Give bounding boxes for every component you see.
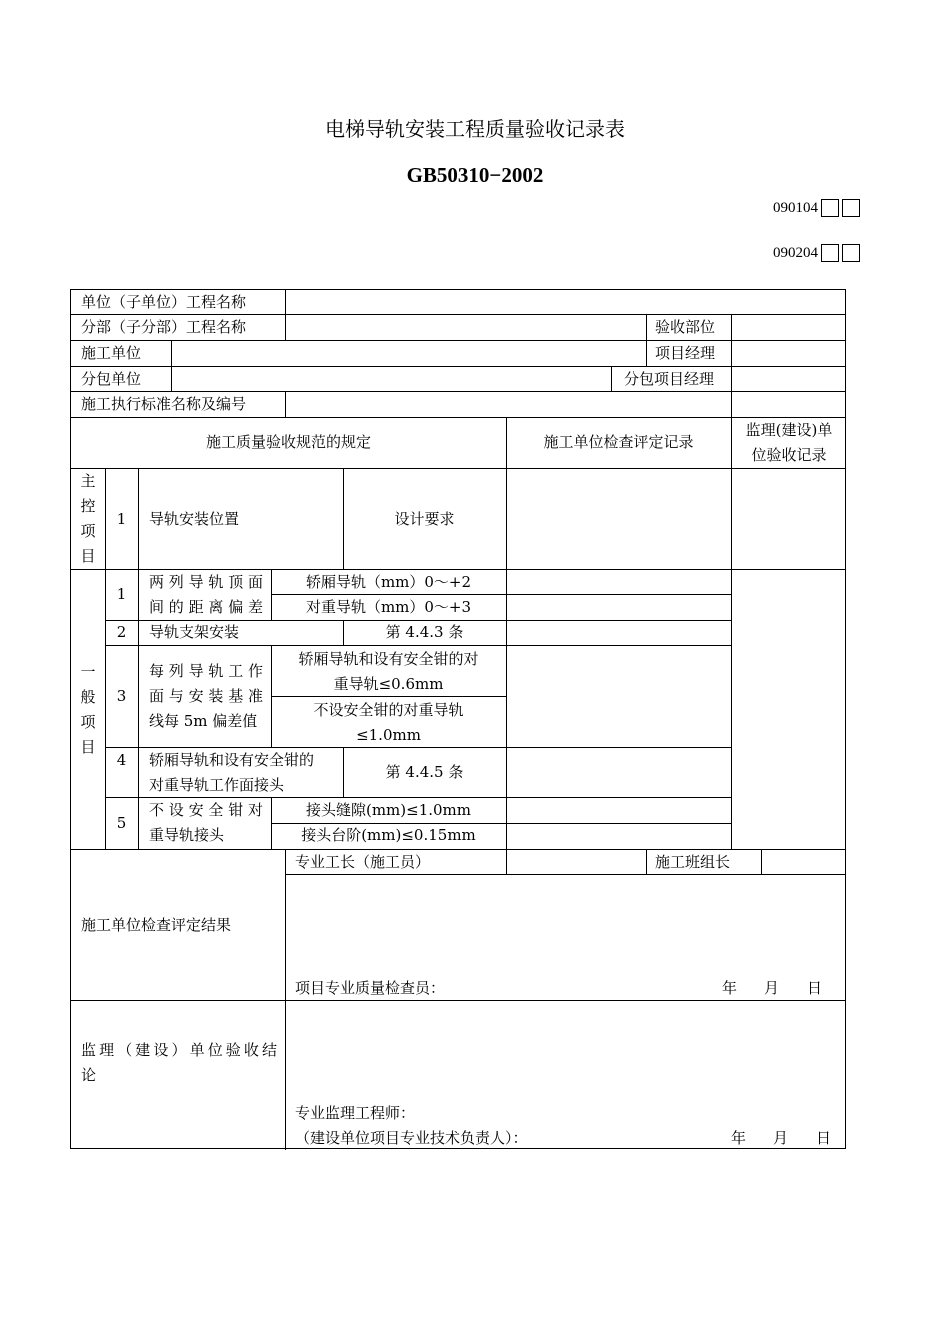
checkbox[interactable] xyxy=(821,199,839,217)
team-leader-label: 施工班组长 xyxy=(655,853,731,871)
main-control-label-char: 控 xyxy=(80,497,96,515)
foreman-label: 专业工长（施工员） xyxy=(295,853,431,871)
acceptance-part-label: 验收部位 xyxy=(655,318,716,336)
date-day: 日 xyxy=(816,1129,832,1147)
main-control-label-char: 目 xyxy=(80,547,96,565)
acceptance-record-table xyxy=(70,289,846,1149)
supervision-conclusion-label: 监理（建设）单位验收结 xyxy=(81,1041,277,1059)
item-name: 间的距离偏差 xyxy=(149,598,263,616)
general-label-char: 目 xyxy=(80,738,96,756)
item-requirement: 接头缝隙(mm)≤1.0mm xyxy=(305,801,472,819)
general-label-char: 一 xyxy=(80,663,96,681)
owner-representative-label: （建设单位项目专业技术负责人）： xyxy=(295,1129,528,1147)
standard-number: GB50310−2002 xyxy=(406,163,544,187)
checkbox[interactable] xyxy=(842,199,860,217)
form-code-text: 090204 xyxy=(773,245,818,261)
construction-result-label: 施工单位检查评定结果 xyxy=(81,916,232,934)
item-name: 导轨支架安装 xyxy=(149,623,240,641)
form-code-1 xyxy=(773,199,860,217)
item-name: 导轨安装位置 xyxy=(149,510,240,528)
supervisor-record-header-line1: 监理(建设)单 xyxy=(745,421,833,439)
form-code-text: 090104 xyxy=(773,200,818,216)
item-number: 1 xyxy=(116,585,127,603)
general-label-char: 项 xyxy=(80,713,96,731)
date-year: 年 xyxy=(722,979,738,997)
item-name: 轿厢导轨和设有安全钳的 xyxy=(149,751,315,769)
item-number: 5 xyxy=(116,814,127,832)
main-control-label-char: 主 xyxy=(80,472,96,490)
item-requirement: 第 4.4.3 条 xyxy=(385,623,464,641)
division-project-name-label: 分部（子分部）工程名称 xyxy=(81,318,247,336)
item-name: 不设安全钳对 xyxy=(149,801,263,819)
supervision-conclusion-label: 论 xyxy=(81,1066,97,1084)
item-requirement: 不设安全钳的对重导轨 xyxy=(313,701,464,719)
item-number: 1 xyxy=(116,510,127,528)
date-month: 月 xyxy=(773,1129,789,1147)
subcontract-manager-label: 分包项目经理 xyxy=(624,370,715,388)
checkbox[interactable] xyxy=(821,244,839,262)
form-code-2 xyxy=(773,244,860,262)
item-requirement: 轿厢导轨（mm）0～+2 xyxy=(305,573,472,591)
item-requirement: 轿厢导轨和设有安全钳的对 xyxy=(298,650,479,668)
spec-column-header: 施工质量验收规范的规定 xyxy=(205,433,371,451)
inspector-label: 项目专业质量检查员： xyxy=(295,979,446,997)
check-record-column-header: 施工单位检查评定记录 xyxy=(543,433,694,451)
project-manager-label: 项目经理 xyxy=(655,344,716,362)
item-number: 3 xyxy=(116,687,127,705)
unit-project-name-label: 单位（子单位）工程名称 xyxy=(81,293,247,311)
page-title: 电梯导轨安装工程质量验收记录表 xyxy=(325,117,625,141)
item-requirement: 第 4.4.5 条 xyxy=(385,763,464,781)
date-day: 日 xyxy=(807,979,823,997)
construction-unit-label: 施工单位 xyxy=(81,344,142,362)
item-requirement: 设计要求 xyxy=(394,510,455,528)
standard-name-label: 施工执行标准名称及编号 xyxy=(81,395,247,413)
item-requirement: 对重导轨（mm）0～+3 xyxy=(305,598,472,616)
supervising-engineer-label: 专业监理工程师： xyxy=(295,1104,416,1122)
item-name: 两列导轨顶面 xyxy=(149,573,263,591)
item-name: 重导轨接头 xyxy=(149,826,225,844)
item-name: 对重导轨工作面接头 xyxy=(149,776,285,794)
date-year: 年 xyxy=(731,1129,747,1147)
item-requirement: ≤1.0mm xyxy=(356,726,421,744)
date-month: 月 xyxy=(764,979,780,997)
item-number: 2 xyxy=(116,623,127,641)
item-name: 每列导轨工作 xyxy=(149,662,263,680)
item-name: 面与安装基准 xyxy=(149,687,263,705)
item-requirement: 重导轨≤0.6mm xyxy=(333,675,444,693)
subcontract-unit-label: 分包单位 xyxy=(81,370,142,388)
item-name: 线每 5m 偏差值 xyxy=(149,712,258,730)
supervisor-record-header-line2: 位验收记录 xyxy=(751,446,827,464)
item-requirement: 接头台阶(mm)≤0.15mm xyxy=(301,826,476,844)
general-label-char: 般 xyxy=(80,688,96,706)
main-control-label-char: 项 xyxy=(80,522,96,540)
checkbox[interactable] xyxy=(842,244,860,262)
item-number: 4 xyxy=(116,751,127,769)
